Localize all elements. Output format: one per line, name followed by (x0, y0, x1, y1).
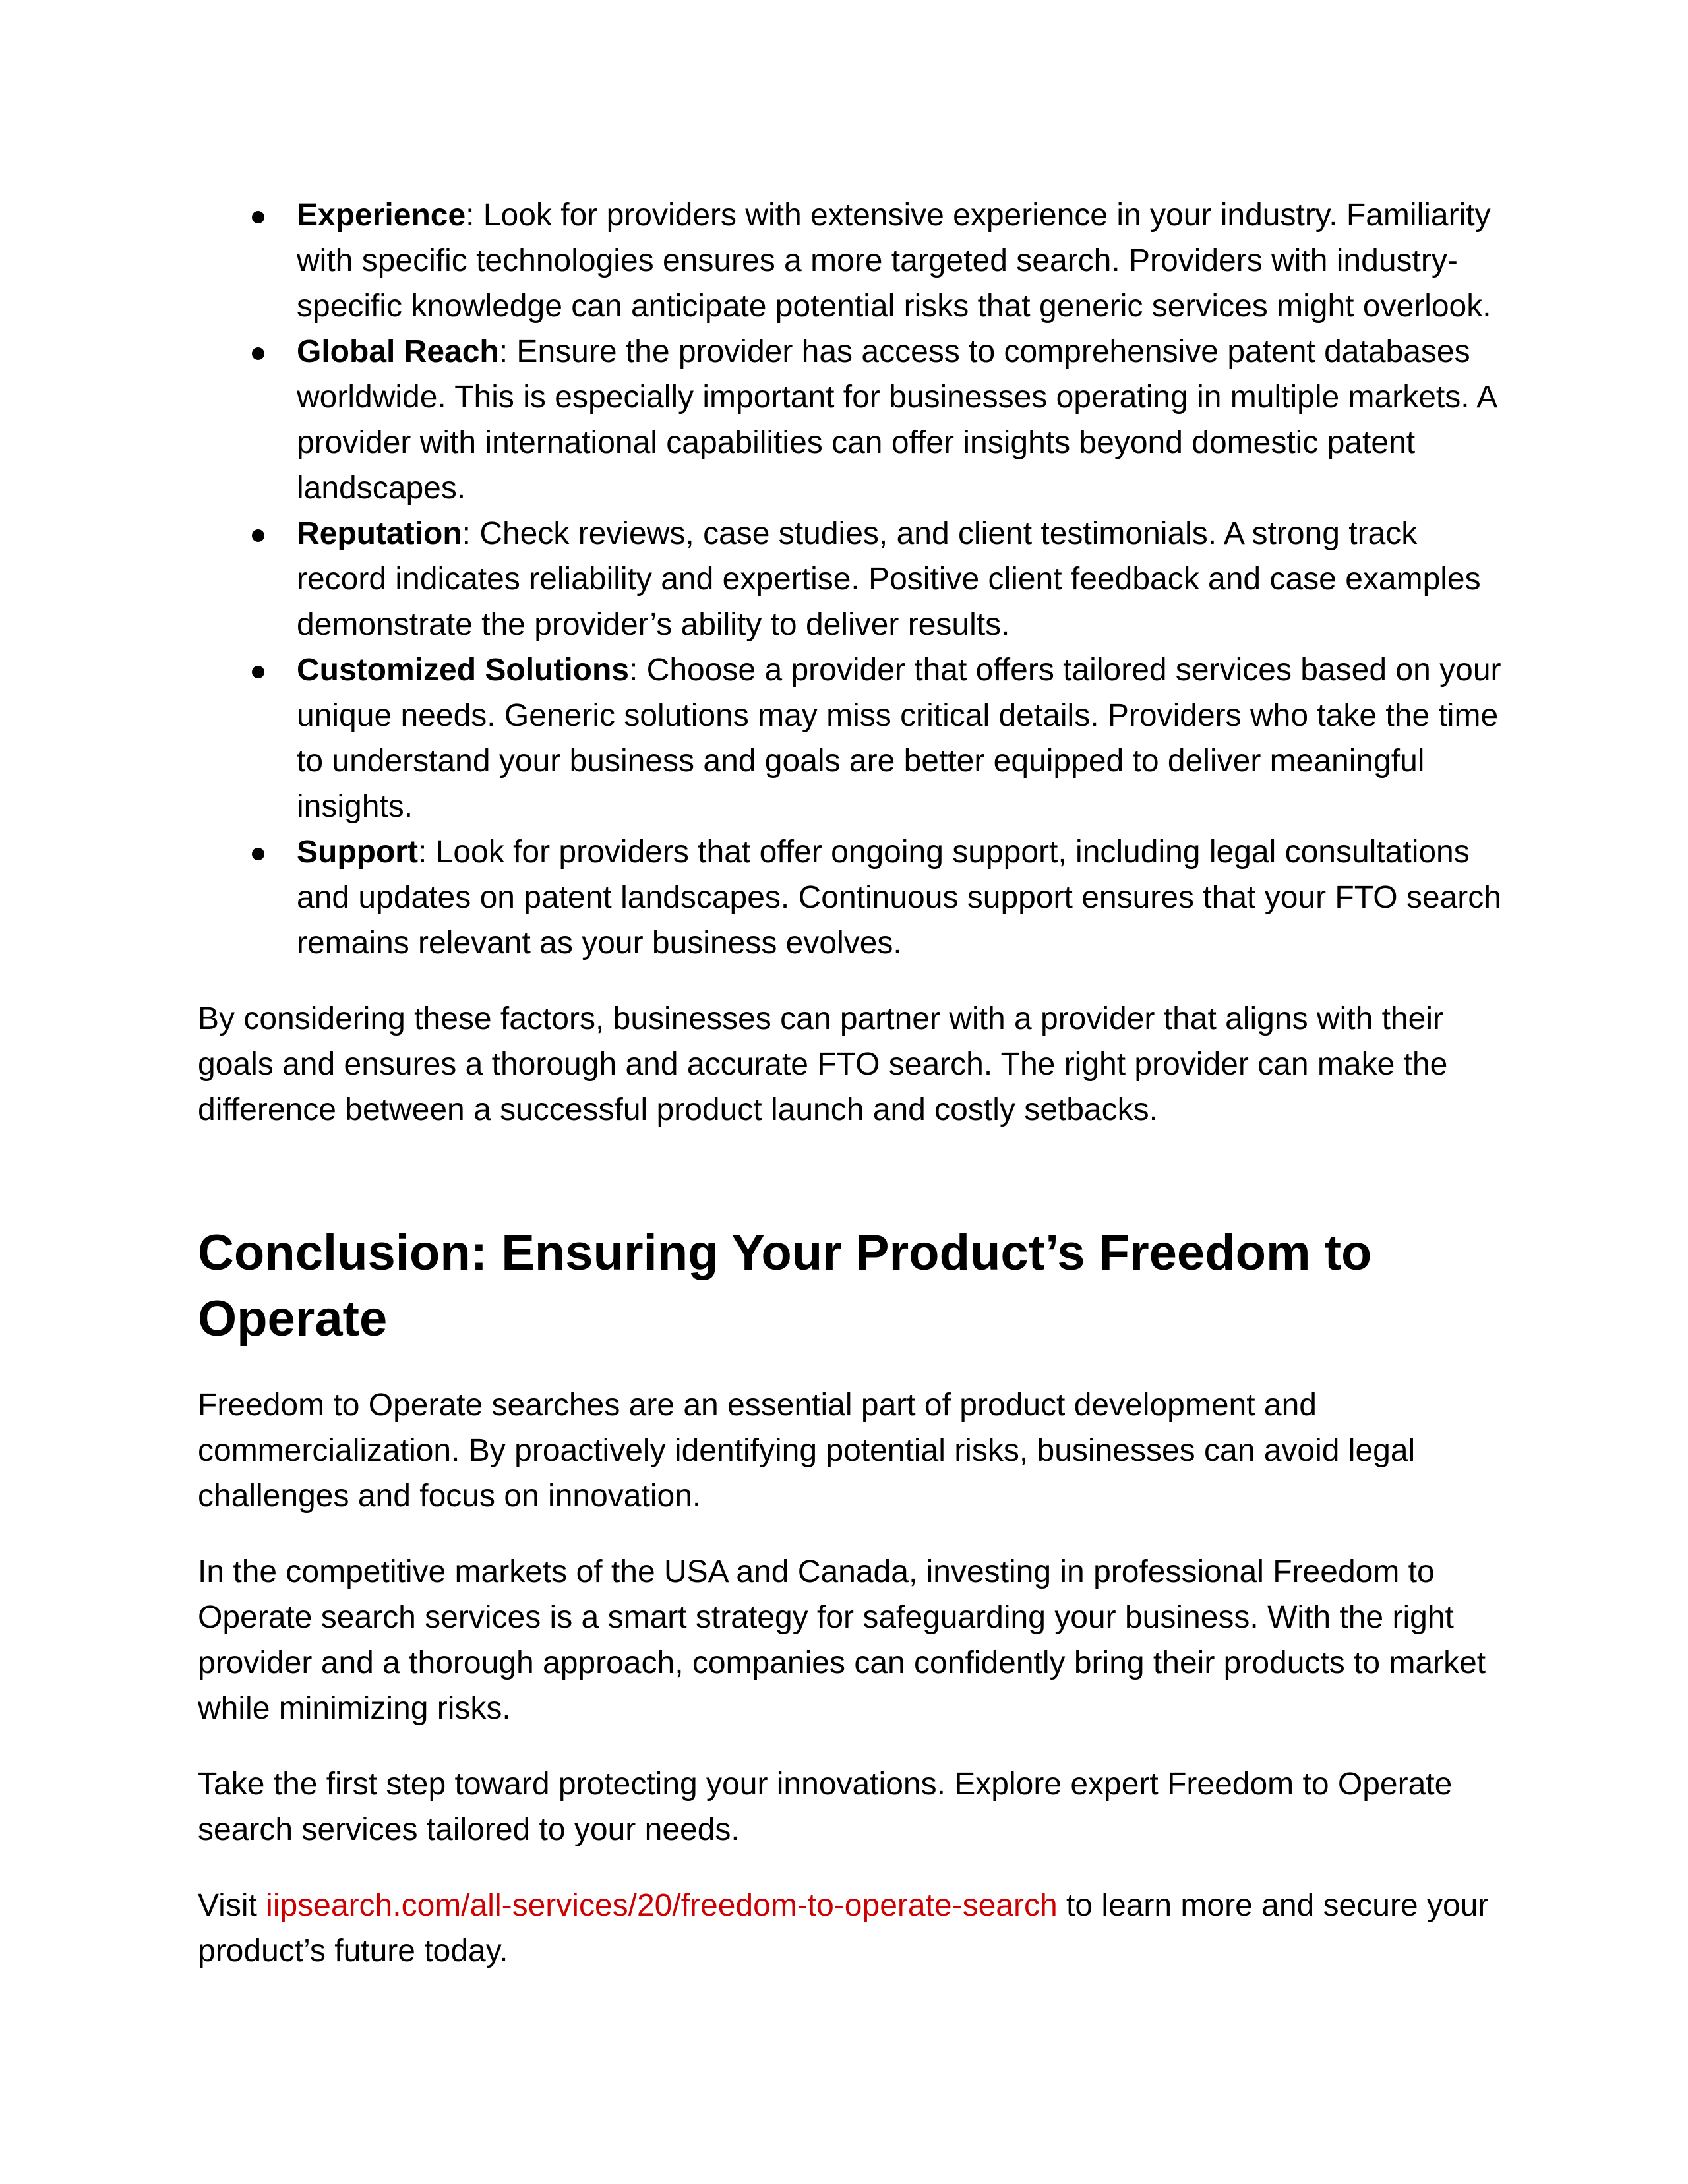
visit-suffix: to learn more and secure your product’s future today. (198, 1888, 1489, 1968)
bullet-icon (252, 211, 264, 223)
list-item-global-reach (198, 329, 1510, 511)
bullet-icon (252, 347, 264, 360)
list-item-term: Experience (297, 198, 466, 233)
visit-paragraph (198, 1883, 1510, 1974)
list-item-reputation (198, 511, 1510, 647)
conclusion-paragraph-1: Freedom to Operate searches are an essential part of product development and commercialization. By proactively identifying potential risks, businesses can avoid legal challenges and focus on innovation. (198, 1388, 1416, 1514)
conclusion-paragraph-2: In the competitive markets of the USA and Canada, investing in professional Freedom to Operate search services is a smart strategy for safeguarding your business. With the right provider and a thorough approach, companies can confidently bring their products to market while minimizing risks. (198, 1554, 1486, 1726)
list-item-text: : Look for providers with extensive experience in your industry. Familiarity with specific technologies ensures a more targeted search. Providers with industry-specific knowledge can anticipate potential risks that generic services might overlook. (297, 198, 1492, 324)
list-item-text: : Ensure the provider has access to comprehensive patent databases worldwide. This is especially important for businesses operating in multiple markets. A provider with international capabilities can offer insights beyond domestic patent landscapes. (297, 334, 1496, 506)
bullet-icon (252, 848, 264, 860)
conclusion-paragraph-3: Take the first step toward protecting your innovations. Explore expert Freedom to Operate search services tailored to your needs. (198, 1767, 1453, 1847)
list-item-support (198, 829, 1510, 966)
bullet-icon (252, 666, 264, 678)
list-item-experience (198, 192, 1510, 329)
list-item-text: : Choose a provider that offers tailored services based on your unique needs. Generic solutions may miss critical details. Providers who take the time to understand your business and goals are better equipped to deliver meaningful insights. (297, 653, 1501, 824)
visit-prefix: Visit (198, 1888, 266, 1923)
provider-factors-list (198, 192, 1510, 966)
list-item-term: Support (297, 835, 418, 870)
document-page (198, 192, 1510, 1974)
list-item-text: : Check reviews, case studies, and client testimonials. A strong track record indicates reliability and expertise. Positive client feedback and case examples demonstrate the provider’s ability to deliver results. (297, 516, 1481, 642)
list-item-text: : Look for providers that offer ongoing support, including legal consultations and updates on patent landscapes. Continuous support ensures that your FTO search remains relevant as your business evolves. (297, 835, 1501, 960)
service-link[interactable]: iipsearch.com/all-services/20/freedom-to-operate-search (266, 1888, 1058, 1923)
bullet-icon (252, 529, 264, 542)
conclusion-heading: Conclusion: Ensuring Your Product’s Freedom to Operate (198, 1225, 1372, 1347)
summary-paragraph: By considering these factors, businesses can partner with a provider that aligns with their goals and ensures a thorough and accurate FTO search. The right provider can make the difference between a successful product launch and costly setbacks. (198, 1001, 1448, 1127)
list-item-term: Customized Solutions (297, 653, 629, 688)
list-item-term: Reputation (297, 516, 462, 551)
list-item-term: Global Reach (297, 334, 499, 369)
list-item-customized-solutions (198, 647, 1510, 829)
